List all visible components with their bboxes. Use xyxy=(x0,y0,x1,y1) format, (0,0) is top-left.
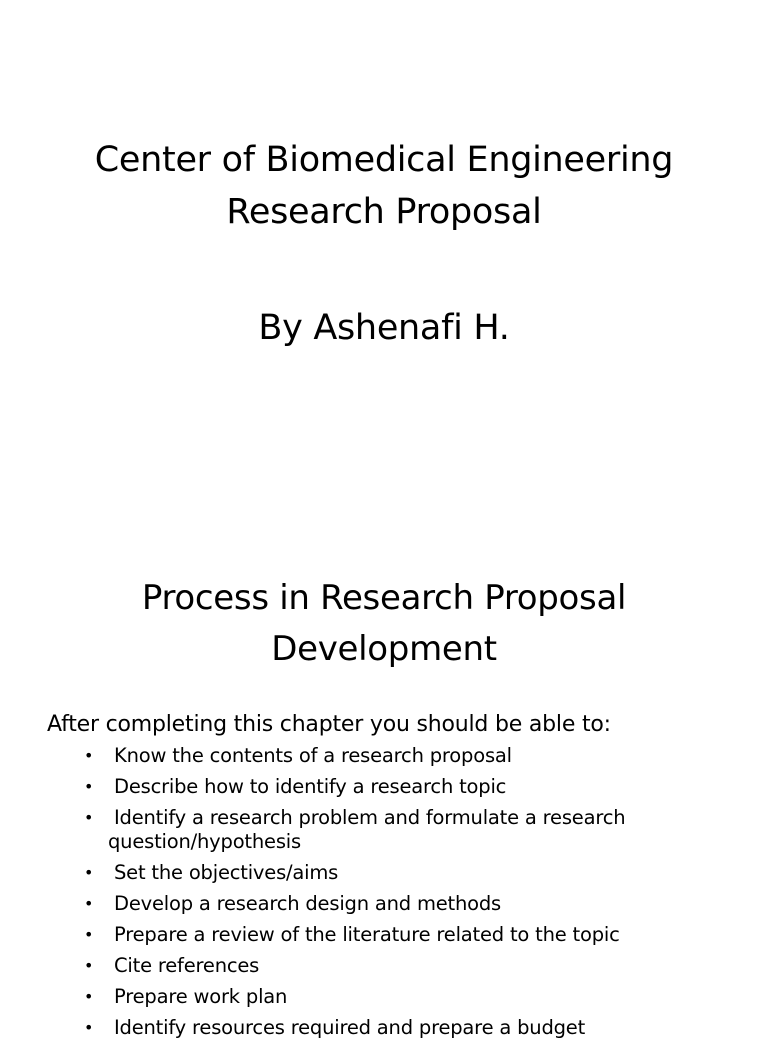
list-item xyxy=(84,892,625,916)
bullet-icon: • xyxy=(84,987,94,1006)
list-item-text: Prepare a review of the literature related to the topic xyxy=(114,923,620,946)
bullet-icon: • xyxy=(84,1018,94,1037)
list-item-text: Identify resources required and prepare a budget xyxy=(114,1016,586,1039)
list-item-text: Describe how to identify a research topic xyxy=(114,775,507,798)
list-item xyxy=(84,1016,625,1040)
content-slide xyxy=(0,512,768,1039)
slide-title xyxy=(0,134,768,238)
list-item xyxy=(84,806,625,854)
list-item-text: Cite references xyxy=(114,954,260,977)
list-item xyxy=(84,985,625,1009)
section-title-line-2: Development xyxy=(271,629,497,669)
section-title-line-1: Process in Research Proposal xyxy=(141,578,627,618)
section-title xyxy=(0,573,768,675)
title-line-1: Center of Biomedical Engineering xyxy=(94,140,674,180)
title-line-2: Research Proposal xyxy=(226,192,542,232)
list-item xyxy=(84,954,625,978)
list-item xyxy=(84,744,625,768)
list-item-text: Identify a research problem and formulate a research xyxy=(114,806,626,829)
objectives-list xyxy=(84,744,625,1047)
list-item-text: Set the objectives/aims xyxy=(114,861,339,884)
bullet-icon: • xyxy=(84,894,94,913)
bullet-icon: • xyxy=(84,863,94,882)
list-item xyxy=(84,861,625,885)
intro-text: After completing this chapter you should be able to: xyxy=(47,712,611,737)
bullet-icon: • xyxy=(84,746,94,765)
author-line: By Ashenafi H. xyxy=(258,308,510,348)
list-item-text: Develop a research design and methods xyxy=(114,892,502,915)
bullet-icon: • xyxy=(84,925,94,944)
title-slide xyxy=(0,0,768,512)
bullet-icon: • xyxy=(84,956,94,975)
list-item xyxy=(84,923,625,947)
bullet-icon: • xyxy=(84,808,94,827)
list-item-text: Prepare work plan xyxy=(114,985,288,1008)
bullet-icon: • xyxy=(84,777,94,796)
list-item xyxy=(84,775,625,799)
list-item-text: Know the contents of a research proposal xyxy=(114,744,512,767)
list-item-text-continued: question/hypothesis xyxy=(108,830,301,853)
